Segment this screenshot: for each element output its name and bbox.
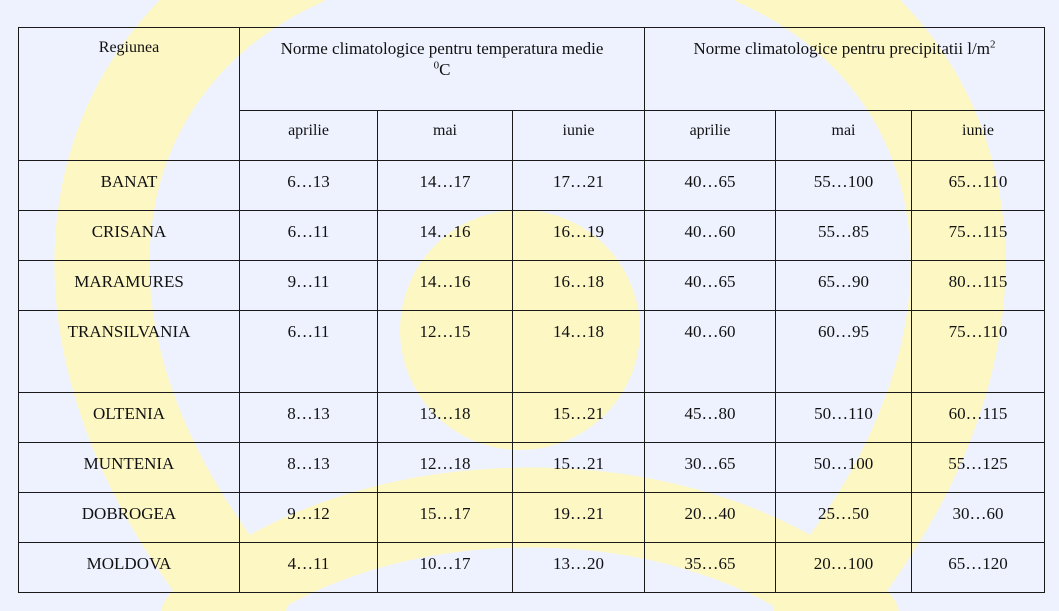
month-label: aprilie (689, 122, 731, 139)
header-temp-month-3 (513, 111, 645, 161)
temp-cell: 13…20 (513, 543, 645, 593)
temp-cell: 10…17 (378, 543, 513, 593)
precip-cell: 65…110 (912, 161, 1045, 211)
precip-unit-exponent: 2 (989, 38, 996, 51)
header-temp-month-2 (378, 111, 513, 161)
temp-cell: 6…13 (240, 161, 378, 211)
temperature-unit-letter: C (439, 60, 451, 80)
temp-cell: 15…21 (513, 393, 645, 443)
precip-cell: 40…60 (645, 311, 776, 393)
header-precip-label: Norme climatologice pentru precipitatii l/m (693, 39, 990, 58)
precip-cell: 35…65 (645, 543, 776, 593)
precip-cell: 60…115 (912, 393, 1045, 443)
temp-cell: 14…16 (378, 261, 513, 311)
region-cell: OLTENIA (19, 393, 240, 443)
precip-cell: 55…85 (776, 211, 912, 261)
temp-cell: 17…21 (513, 161, 645, 211)
header-precip-group (645, 28, 1045, 111)
temp-cell: 16…18 (513, 261, 645, 311)
month-label: mai (831, 122, 856, 139)
region-cell: MARAMURES (19, 261, 240, 311)
temp-cell: 14…16 (378, 211, 513, 261)
header-precip-month-1 (645, 111, 776, 161)
precip-cell: 30…60 (912, 493, 1045, 543)
precip-cell: 40…65 (645, 161, 776, 211)
table-row (19, 543, 1045, 593)
header-precip-month-2 (776, 111, 912, 161)
header-temperature-group (240, 28, 645, 111)
region-cell: BANAT (19, 161, 240, 211)
month-label: mai (433, 122, 457, 139)
month-label: iunie (962, 122, 994, 139)
precip-cell: 40…60 (645, 211, 776, 261)
header-temperature-label: Norme climatologice pentru temperatura medie (280, 39, 604, 58)
temp-cell: 8…13 (240, 393, 378, 443)
temperature-unit-degree: 0 (433, 59, 440, 72)
temp-cell: 16…19 (513, 211, 645, 261)
header-region-label: Regiunea (98, 39, 160, 56)
temp-cell: 14…17 (378, 161, 513, 211)
temp-cell: 9…11 (240, 261, 378, 311)
precip-cell: 40…65 (645, 261, 776, 311)
temp-cell: 6…11 (240, 211, 378, 261)
precip-cell: 30…65 (645, 443, 776, 493)
table-row (19, 211, 1045, 261)
table-row (19, 161, 1045, 211)
temp-cell: 12…15 (378, 311, 513, 393)
month-label: aprilie (288, 122, 329, 139)
precip-cell: 75…110 (912, 311, 1045, 393)
precip-cell: 55…125 (912, 443, 1045, 493)
table-row (19, 493, 1045, 543)
region-cell: DOBROGEA (19, 493, 240, 543)
region-cell: MUNTENIA (19, 443, 240, 493)
temp-cell: 13…18 (378, 393, 513, 443)
precip-cell: 60…95 (776, 311, 912, 393)
header-row-group (19, 28, 1045, 111)
precip-cell: 75…115 (912, 211, 1045, 261)
temp-cell: 9…12 (240, 493, 378, 543)
table-row (19, 443, 1045, 493)
precip-cell: 55…100 (776, 161, 912, 211)
table-row (19, 311, 1045, 393)
precip-cell: 65…120 (912, 543, 1045, 593)
precip-cell: 20…100 (776, 543, 912, 593)
precip-cell: 80…115 (912, 261, 1045, 311)
precip-cell: 50…110 (776, 393, 912, 443)
region-cell: CRISANA (19, 211, 240, 261)
temp-cell: 6…11 (240, 311, 378, 393)
temp-cell: 19…21 (513, 493, 645, 543)
month-label: iunie (562, 122, 595, 139)
temp-cell: 15…17 (378, 493, 513, 543)
temp-cell: 14…18 (513, 311, 645, 393)
header-region (19, 28, 240, 161)
table-row (19, 393, 1045, 443)
temp-cell: 4…11 (240, 543, 378, 593)
climate-norms-table (18, 27, 1045, 593)
precip-cell: 65…90 (776, 261, 912, 311)
temp-cell: 12…18 (378, 443, 513, 493)
temp-cell: 8…13 (240, 443, 378, 493)
precip-cell: 50…100 (776, 443, 912, 493)
temp-cell: 15…21 (513, 443, 645, 493)
region-cell: TRANSILVANIA (19, 311, 240, 393)
table-row (19, 261, 1045, 311)
precip-cell: 20…40 (645, 493, 776, 543)
header-temp-month-1 (240, 111, 378, 161)
precip-cell: 25…50 (776, 493, 912, 543)
header-precip-month-3 (912, 111, 1045, 161)
precip-cell: 45…80 (645, 393, 776, 443)
region-cell: MOLDOVA (19, 543, 240, 593)
